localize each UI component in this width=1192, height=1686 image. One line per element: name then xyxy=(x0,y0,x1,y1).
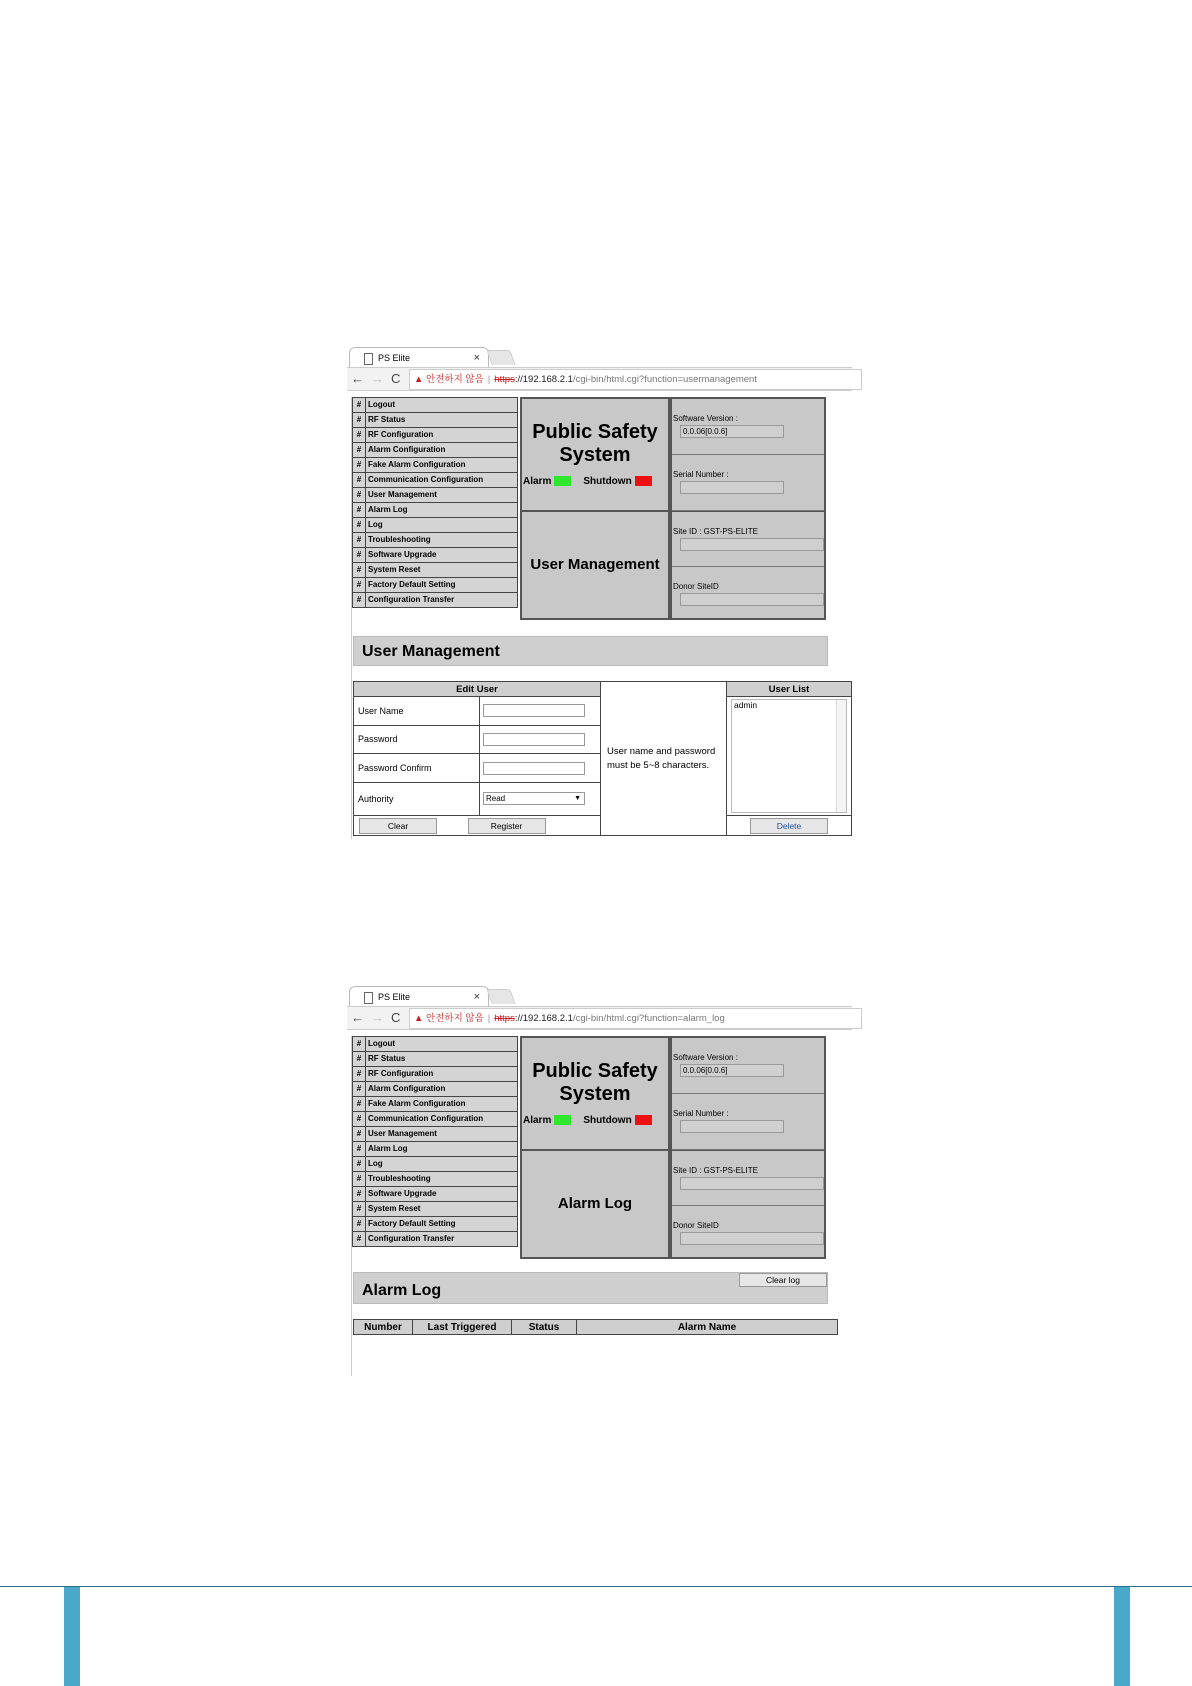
menu-item[interactable]: # Communication Configuration xyxy=(352,1112,518,1127)
forward-icon[interactable]: → xyxy=(371,371,384,386)
user-list-header: User List xyxy=(727,682,852,697)
software-version-field: 0.0.06[0.0.6] xyxy=(680,425,784,438)
password-confirm-input[interactable] xyxy=(483,762,585,775)
back-icon[interactable]: ← xyxy=(351,1010,364,1025)
authority-select[interactable]: Read ▼ xyxy=(483,792,585,805)
page-icon xyxy=(364,353,373,365)
browser-tab[interactable] xyxy=(349,986,489,1007)
site-id-label: Site ID : GST-PS-ELITE xyxy=(673,1166,758,1175)
menu-item[interactable]: # Software Upgrade xyxy=(352,548,518,563)
menu-item[interactable]: # Logout xyxy=(352,397,518,413)
app-page xyxy=(351,397,852,839)
password-input[interactable] xyxy=(483,733,585,746)
system-title-line1: Public Safety xyxy=(532,421,658,443)
shutdown-indicator: Shutdown xyxy=(583,1115,651,1126)
software-version-field: 0.0.06[0.0.6] xyxy=(680,1064,784,1077)
system-header xyxy=(520,397,670,620)
footer-left-bar xyxy=(64,1587,80,1686)
software-version-label: Software Version : xyxy=(673,414,738,423)
shutdown-status-light xyxy=(635,1115,652,1125)
back-icon[interactable]: ← xyxy=(351,371,364,386)
serial-number-field xyxy=(680,481,784,494)
reload-icon[interactable]: C xyxy=(391,371,401,386)
site-id-field xyxy=(680,538,824,551)
url-separator: | xyxy=(487,374,491,385)
address-bar xyxy=(347,1006,852,1030)
menu-item[interactable]: # RF Configuration xyxy=(352,1067,518,1082)
menu-item[interactable]: # Factory Default Setting xyxy=(352,1217,518,1232)
not-secure-warning[interactable]: ▲ 안전하지 않음 xyxy=(414,1013,484,1024)
edit-user-header: Edit User xyxy=(354,682,601,697)
section-heading: User Management xyxy=(353,636,828,666)
menu-item[interactable]: # Factory Default Setting xyxy=(352,578,518,593)
scrollbar[interactable] xyxy=(836,700,846,812)
side-menu xyxy=(352,397,518,608)
column-header: Alarm Name xyxy=(577,1320,838,1335)
delete-user-button[interactable]: Delete xyxy=(750,818,828,834)
menu-item[interactable]: # RF Configuration xyxy=(352,428,518,443)
donor-site-id-field xyxy=(680,593,824,606)
menu-item[interactable]: # User Management xyxy=(352,1127,518,1142)
url-host: ://192.168.2.1 xyxy=(514,374,573,385)
url-separator: | xyxy=(487,1013,491,1024)
column-header: Status xyxy=(512,1320,577,1335)
serial-number-label: Serial Number : xyxy=(673,1109,729,1118)
screenshot-user-management xyxy=(347,345,852,839)
device-info xyxy=(670,397,826,620)
alarm-indicator: Alarm xyxy=(523,1115,571,1126)
menu-item[interactable]: # RF Status xyxy=(352,1052,518,1067)
url-scheme: https xyxy=(494,374,515,385)
user-name-input[interactable] xyxy=(483,704,585,717)
tab-title: PS Elite xyxy=(378,992,411,1002)
donor-site-id-label: Donor SiteID xyxy=(673,582,719,591)
device-info xyxy=(670,1036,826,1259)
url-field[interactable] xyxy=(409,1008,862,1029)
menu-item[interactable]: # Configuration Transfer xyxy=(352,1232,518,1247)
menu-item[interactable]: # Fake Alarm Configuration xyxy=(352,458,518,473)
menu-item[interactable]: # Configuration Transfer xyxy=(352,593,518,608)
system-header xyxy=(520,1036,670,1259)
menu-item[interactable]: # Alarm Configuration xyxy=(352,1082,518,1097)
page-title: Alarm Log xyxy=(557,1195,633,1212)
not-secure-warning[interactable]: ▲ 안전하지 않음 xyxy=(414,374,484,385)
menu-item[interactable]: # Alarm Configuration xyxy=(352,443,518,458)
authority-label: Authority xyxy=(354,782,480,815)
menu-item[interactable]: # Troubleshooting xyxy=(352,533,518,548)
password-rule-note: User name and password must be 5~8 characters. xyxy=(601,682,727,836)
menu-item[interactable]: # Alarm Log xyxy=(352,1142,518,1157)
site-id-label: Site ID : GST-PS-ELITE xyxy=(673,527,758,536)
side-menu xyxy=(352,1036,518,1247)
menu-item[interactable]: # Logout xyxy=(352,1036,518,1052)
close-tab-icon[interactable]: × xyxy=(473,991,480,1003)
column-header: Last Triggered xyxy=(413,1320,512,1335)
password-label: Password xyxy=(354,725,480,754)
site-id-field xyxy=(680,1177,824,1190)
footer-right-bar xyxy=(1114,1587,1130,1686)
user-list-box[interactable] xyxy=(731,699,847,813)
menu-item[interactable]: # Alarm Log xyxy=(352,503,518,518)
app-page xyxy=(351,1036,852,1376)
password-confirm-label: Password Confirm xyxy=(354,754,480,783)
system-title-line1: Public Safety xyxy=(532,1060,658,1082)
tab-bar xyxy=(347,984,852,1006)
url-host: ://192.168.2.1 xyxy=(514,1013,573,1024)
clear-button[interactable]: Clear xyxy=(359,818,437,834)
menu-item[interactable]: # System Reset xyxy=(352,1202,518,1217)
url-field[interactable] xyxy=(409,369,862,390)
shutdown-status-light xyxy=(635,476,652,486)
serial-number-field xyxy=(680,1120,784,1133)
page-icon xyxy=(364,992,373,1004)
menu-item[interactable]: # Software Upgrade xyxy=(352,1187,518,1202)
url-path: /cgi-bin/html.cgi?function=usermanagement xyxy=(572,374,757,385)
alarm-status-light xyxy=(554,476,571,486)
new-tab-button[interactable] xyxy=(486,350,515,365)
alarm-log-table xyxy=(353,1319,838,1335)
menu-item[interactable]: # System Reset xyxy=(352,563,518,578)
menu-item[interactable]: # Communication Configuration xyxy=(352,473,518,488)
system-title-line2: System xyxy=(559,1083,631,1105)
menu-item[interactable]: # RF Status xyxy=(352,413,518,428)
menu-item[interactable]: # Troubleshooting xyxy=(352,1172,518,1187)
page-footer xyxy=(0,1586,1192,1686)
screenshot-alarm-log xyxy=(347,984,852,1376)
clear-log-button[interactable]: Clear log xyxy=(739,1273,827,1287)
page-title: User Management xyxy=(530,556,660,573)
user-list-item[interactable]: admin xyxy=(734,700,758,710)
tab-title: PS Elite xyxy=(378,353,411,363)
section-heading xyxy=(353,1272,828,1304)
shutdown-indicator: Shutdown xyxy=(583,476,651,487)
software-version-label: Software Version : xyxy=(673,1053,738,1062)
column-header: Number xyxy=(354,1320,413,1335)
menu-item[interactable]: # User Management xyxy=(352,488,518,503)
new-tab-button[interactable] xyxy=(486,989,515,1004)
serial-number-label: Serial Number : xyxy=(673,470,729,479)
reload-icon[interactable]: C xyxy=(391,1010,401,1025)
section-title: Alarm Log xyxy=(362,1282,442,1299)
menu-item[interactable]: # Log xyxy=(352,1157,518,1172)
close-tab-icon[interactable]: × xyxy=(473,352,480,364)
alarm-indicator: Alarm xyxy=(523,476,571,487)
register-button[interactable]: Register xyxy=(468,818,546,834)
alarm-status-light xyxy=(554,1115,571,1125)
donor-site-id-field xyxy=(680,1232,824,1245)
url-scheme: https xyxy=(494,1013,515,1024)
address-bar xyxy=(347,367,852,391)
tab-bar xyxy=(347,345,852,367)
donor-site-id-label: Donor SiteID xyxy=(673,1221,719,1230)
url-path: /cgi-bin/html.cgi?function=alarm_log xyxy=(572,1013,725,1024)
system-title-line2: System xyxy=(559,444,631,466)
user-management-form xyxy=(353,681,852,836)
forward-icon[interactable]: → xyxy=(371,1010,384,1025)
menu-item[interactable]: # Log xyxy=(352,518,518,533)
user-name-label: User Name xyxy=(354,697,480,726)
menu-item[interactable]: # Fake Alarm Configuration xyxy=(352,1097,518,1112)
chevron-down-icon: ▼ xyxy=(574,795,581,803)
browser-tab[interactable] xyxy=(349,347,489,368)
